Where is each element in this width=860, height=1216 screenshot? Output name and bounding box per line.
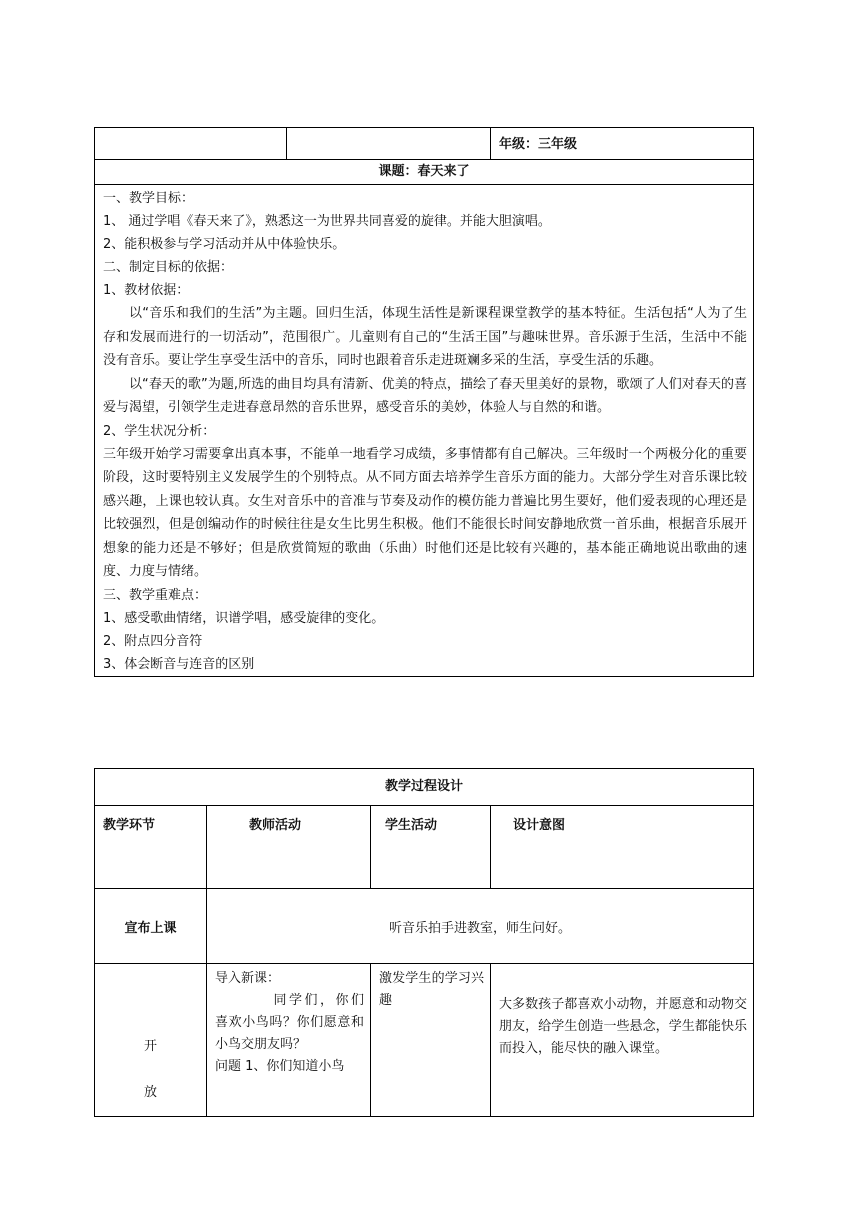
grade-label: 年级：三年级	[491, 128, 754, 160]
students-paragraph: 三年级开始学习需要拿出真本事，不能单一地看学习成绩，多事情都有自己解决。三年级时一个两极分化的重要阶段，这时要特别主义发展学生的个别特点。从不同方面去培养学生音乐方面的能力。大部分学生对音乐课比较感兴趣，上课也较认真。女生对音乐中的音准与节奏及动作的模仿能力普遍比男生要好，他们爱表现的心理还是比较强烈，但是创编动作的时候往往是女生比男生积极。他们不能很长时间安静地欣赏一首乐曲，根据音乐展开想象的能力还是不够好；但是欣赏简短的歌曲（乐曲）时他们还是比较有兴趣的，基本能正确地说出歌曲的速度、力度与情绪。	[103, 446, 747, 579]
student-activity: 激发学生的学习兴趣	[371, 964, 491, 1117]
body-line: 3、体会断音与连音的区别	[103, 656, 255, 672]
section-label-char: 放	[143, 1085, 157, 1100]
blank-cell-2	[287, 128, 491, 160]
teacher-line: 导入新课：	[215, 971, 281, 986]
blank-cell-1	[95, 128, 287, 160]
body-line: 一、教学目标：	[103, 191, 195, 206]
section-label-char: 开	[143, 1039, 157, 1054]
lesson-info-table	[94, 127, 754, 677]
lesson-body	[95, 185, 754, 677]
body-line: 2、附点四分音符	[103, 633, 203, 649]
body-line: 2、学生状况分析：	[103, 423, 216, 439]
body-line: 二、制定目标的依据：	[103, 260, 234, 275]
body-line: 1、 通过学唱《春天来了》，熟悉这一为世界共同喜爱的旋律。并能大胆演唱。	[103, 214, 551, 229]
teacher-line: 同学们，你们喜欢小鸟吗？你们愿意和小鸟交朋友吗？	[215, 993, 364, 1052]
body-line: 三、教学重难点：	[103, 587, 208, 603]
section-label: 宣布上课	[95, 889, 207, 964]
topic-title: 课题：春天来了	[95, 160, 754, 185]
column-header: 教师活动	[207, 806, 371, 889]
material-paragraph-2: 以“春天的歌”为题,所选的曲目均具有清新、优美的特点，描绘了春天里美好的景物，歌颂了人们对春天的喜爱与渴望，引领学生走进春意昂然的音乐世界，感受音乐的美妙，体验人与自然的和谐。	[103, 376, 747, 415]
body-line: 2、能积极参与学习活动并从中体验快乐。	[103, 237, 346, 252]
section-content: 听音乐拍手进教室，师生问好。	[207, 889, 754, 964]
material-paragraph-1: 以“音乐和我们的生活”为主题。回归生活，体现生活性是新课程课堂教学的基本特征。生活包括“人为了生存和发展而进行的一切活动”，范围很广。儿童则有自己的“生活王国”与趣味世界。音乐源于生活，生活中不能没有音乐。要让学生享受生活中的音乐，同时也跟着音乐走进斑斓多采的生活，享受生活的乐趣。	[103, 306, 747, 368]
column-header: 学生活动	[371, 806, 491, 889]
section-label	[95, 964, 207, 1117]
process-title: 教学过程设计	[95, 769, 754, 806]
design-intent: 大多数孩子都喜欢小动物，并愿意和动物交朋友，给学生创造一些悬念，学生都能快乐而投入，能尽快的融入课堂。	[491, 964, 754, 1117]
teacher-line: 问题 1、你们知道小鸟	[215, 1059, 345, 1074]
column-header: 教学环节	[95, 806, 207, 889]
body-line: 1、教材依据：	[103, 283, 190, 298]
column-header: 设计意图	[491, 806, 754, 889]
body-line: 1、感受歌曲情绪，识谱学唱，感受旋律的变化。	[103, 610, 385, 626]
teacher-activity	[207, 964, 371, 1117]
process-table	[94, 768, 754, 1117]
